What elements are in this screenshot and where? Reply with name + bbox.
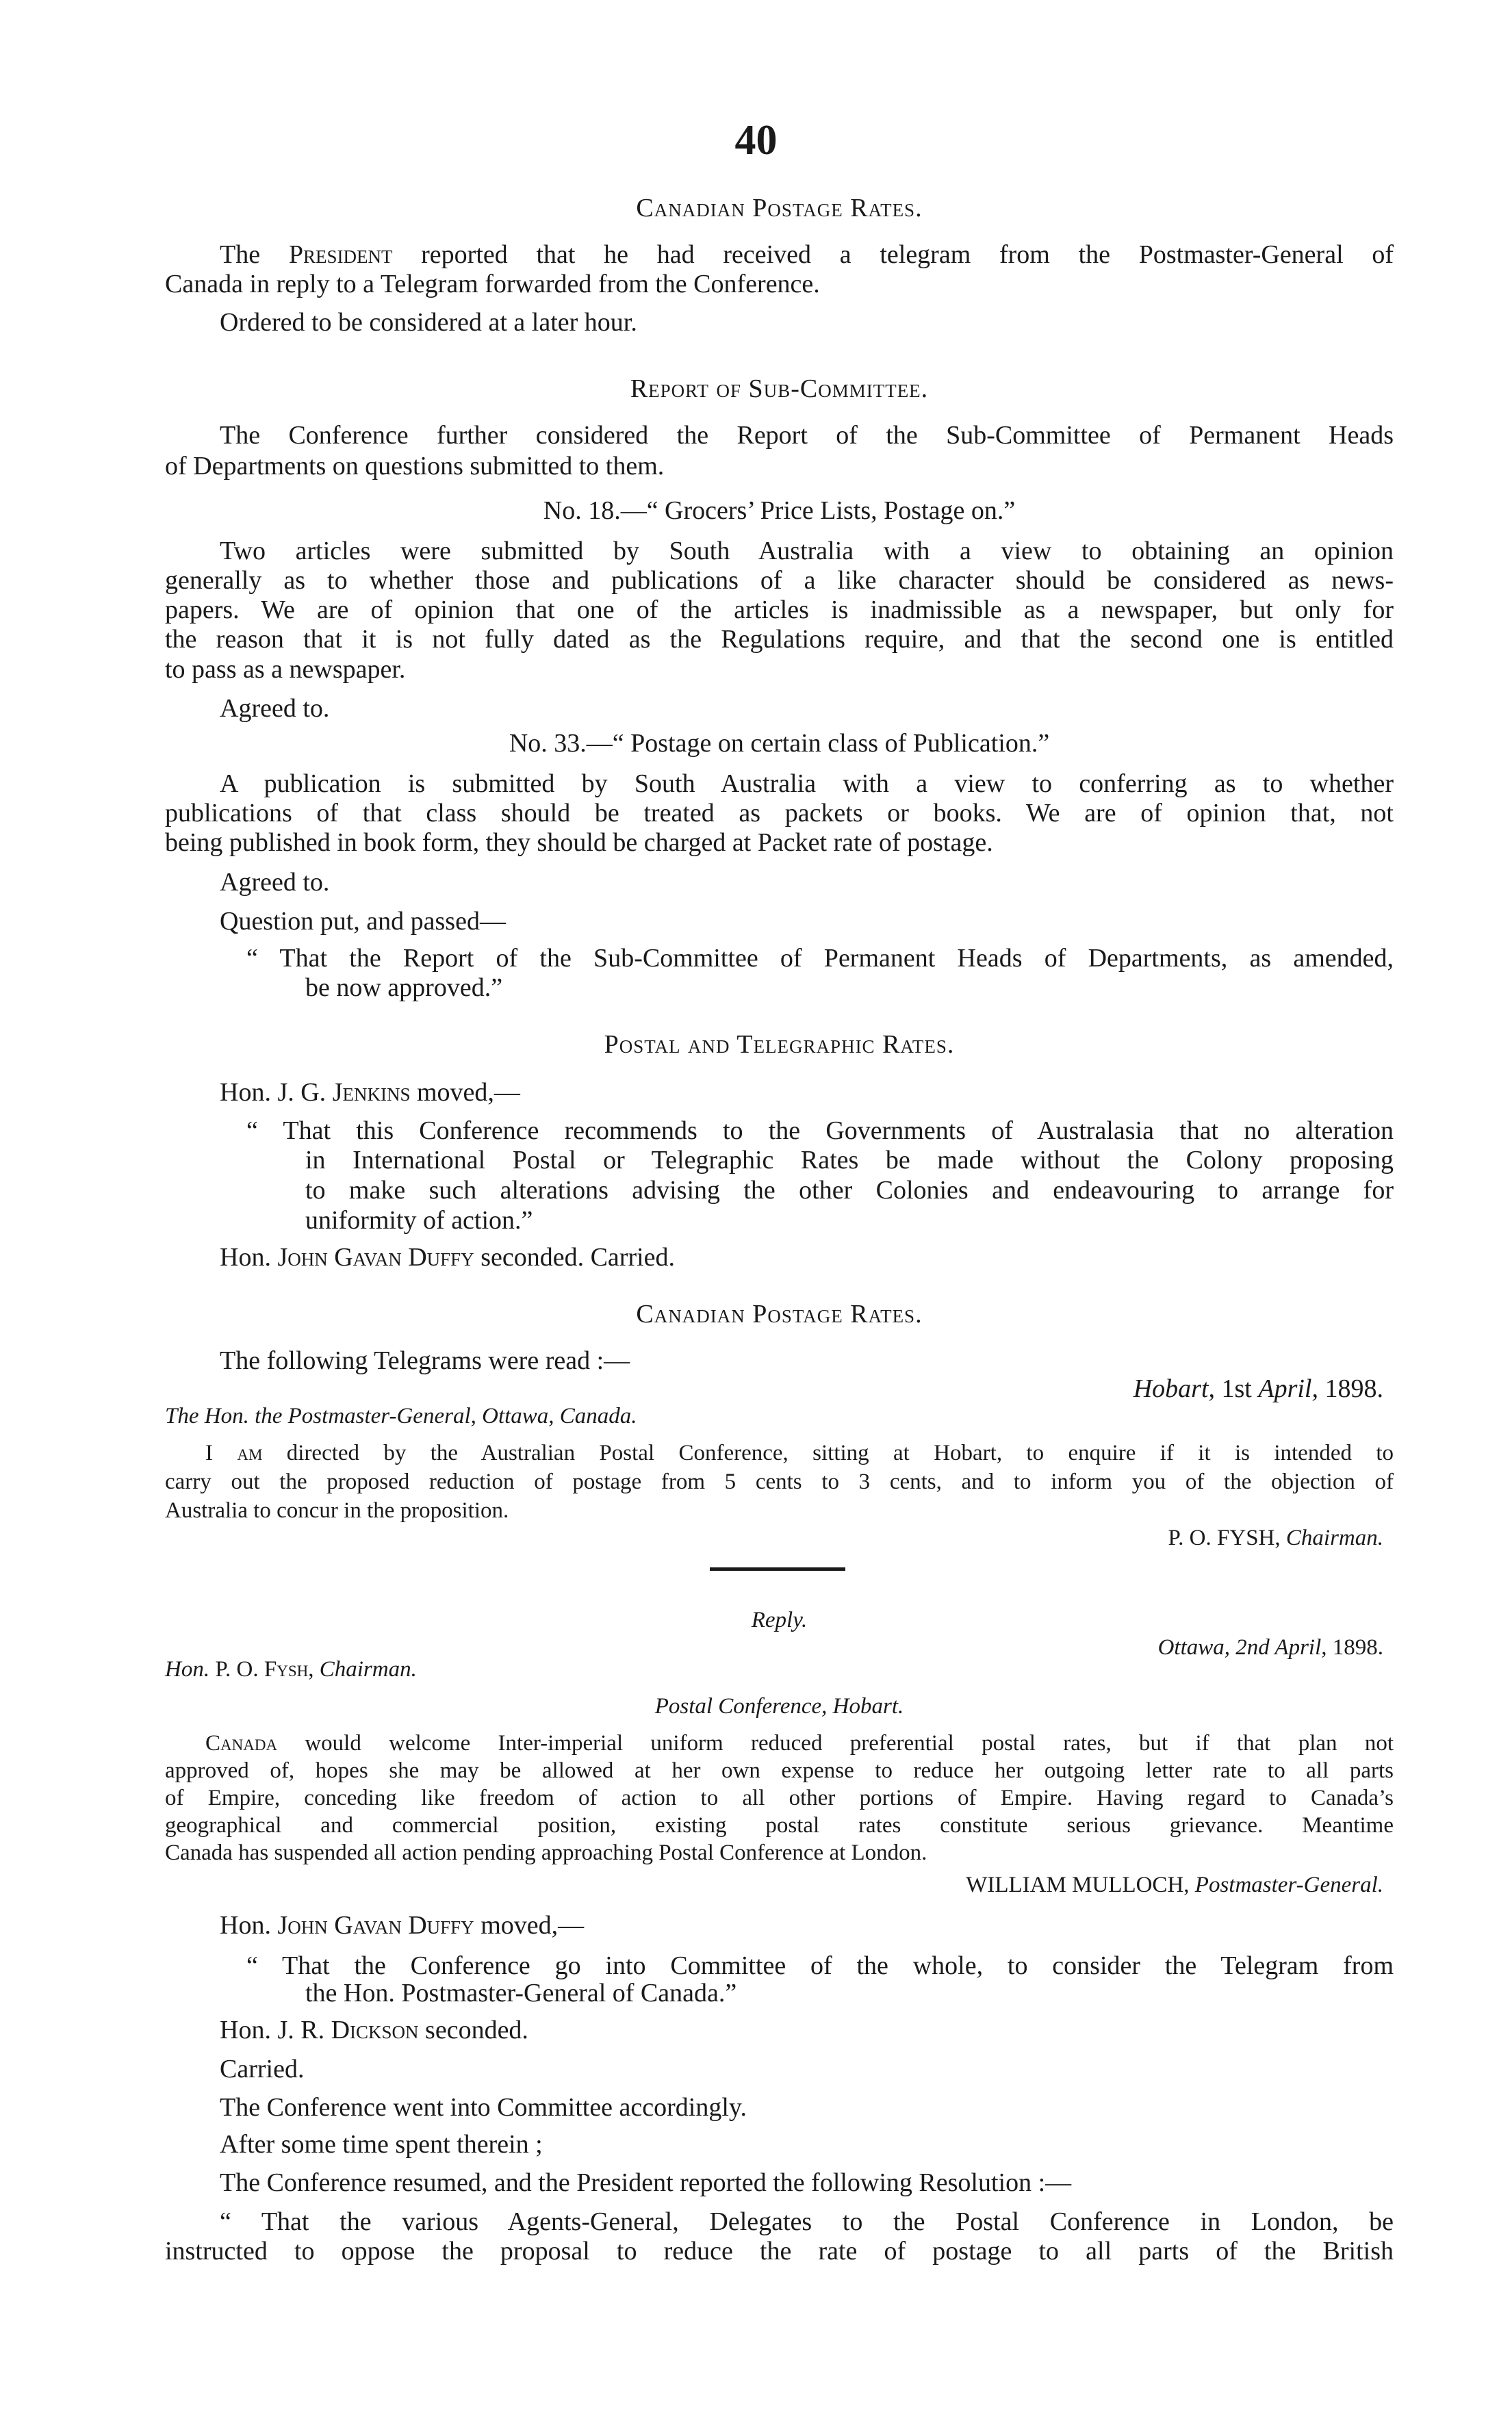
paragraph-line bbox=[220, 1077, 1394, 1107]
paragraph-line: The following Telegrams were read :— bbox=[220, 1346, 630, 1375]
paragraph-line: The Conference further considered the Report of the Sub-Committee of Permanent Heads bbox=[220, 421, 1394, 450]
paragraph-line: the reason that it is not fully dated as the Regulations require, and that the second one is entitled bbox=[165, 625, 1394, 654]
paragraph-line: A publication is submitted by South Australia with a view to conferring as to whether bbox=[220, 769, 1394, 798]
text: John Gavan Duffy bbox=[277, 1911, 474, 1940]
telegram-addressee bbox=[165, 1656, 1394, 1683]
telegram-line: geographical and commercial position, existing postal rates constitute serious grievance. Meantime bbox=[165, 1813, 1394, 1838]
paragraph-line: The Conference went into Committee accordingly. bbox=[220, 2093, 747, 2122]
text: I bbox=[205, 1441, 238, 1465]
section-heading: Canadian Postage Rates. bbox=[636, 194, 923, 222]
text: directed by the Australian Postal Conference, sitting at Hobart, to enquire if it is intended to bbox=[262, 1441, 1394, 1465]
text: Hon. J. R. bbox=[220, 2016, 331, 2044]
quote-line: uniformity of action.” bbox=[305, 1206, 533, 1235]
text: seconded. Carried. bbox=[474, 1243, 676, 1272]
quote-line: the Hon. Postmaster-General of Canada.” bbox=[305, 1979, 737, 2007]
section-heading: Report of Sub-Committee. bbox=[630, 374, 929, 403]
telegram-addressee: The Hon. the Postmaster-General, Ottawa, Canada. bbox=[165, 1404, 637, 1428]
quote-line: “ That the Conference go into Committee of the whole, to consider the Telegram from bbox=[246, 1951, 1394, 1980]
quote-line: in International Postal or Telegraphic Rates be made without the Colony proposing bbox=[305, 1146, 1394, 1175]
text: Fysh, bbox=[264, 1657, 314, 1682]
paragraph-line: of Departments on questions submitted to them. bbox=[165, 452, 665, 480]
telegram-line: Canada has suspended all action pending approaching Postal Conference at London. bbox=[165, 1840, 927, 1865]
paragraph-line bbox=[220, 2015, 1394, 2045]
text: would welcome Inter-imperial uniform reduced preferential postal rates, but if that plan not bbox=[277, 1731, 1394, 1756]
paragraph-line: generally as to whether those and publications of a like character should be considered as news- bbox=[165, 566, 1394, 595]
text: reported that he had received a telegram from the Postmaster-General of bbox=[392, 240, 1394, 269]
reply-heading: Reply. bbox=[751, 1608, 808, 1632]
telegram-line: of Empire, conceding like freedom of action to all other portions of Empire. Having regard to Canada’s bbox=[165, 1786, 1394, 1810]
text: Postmaster-General. bbox=[1194, 1873, 1383, 1897]
paragraph-line: “ That the various Agents-General, Delegates to the Postal Conference in London, be bbox=[220, 2207, 1394, 2236]
text: The bbox=[220, 240, 289, 269]
paragraph-line: Agreed to. bbox=[220, 694, 330, 723]
paragraph-line: Canada in reply to a Telegram forwarded from the Conference. bbox=[165, 270, 820, 298]
telegram-line bbox=[205, 1439, 1394, 1467]
text: Hon. bbox=[220, 1911, 278, 1940]
telegram-line: carry out the proposed reduction of postage from 5 cents to 3 cents, and to inform you of the objection of bbox=[165, 1470, 1394, 1494]
telegram-line: Australia to concur in the proposition. bbox=[165, 1498, 509, 1523]
text: Dickson bbox=[331, 2016, 419, 2044]
text: am bbox=[237, 1441, 263, 1465]
paragraph-line: Carried. bbox=[220, 2055, 305, 2083]
text: moved,— bbox=[474, 1911, 585, 1940]
section-heading: Canadian Postage Rates. bbox=[636, 1300, 923, 1329]
paragraph-line: Agreed to. bbox=[220, 868, 330, 897]
telegram-signature bbox=[165, 1524, 1383, 1552]
text: Jenkins bbox=[332, 1078, 411, 1107]
text: 2nd bbox=[1230, 1635, 1275, 1660]
text: 1st bbox=[1215, 1374, 1259, 1403]
paragraph-line: After some time spent therein ; bbox=[220, 2130, 543, 2159]
paragraph-line bbox=[220, 1910, 1394, 1940]
telegram-line: approved of, hopes she may be allowed at her own expense to reduce her outgoing letter rate to all parts bbox=[165, 1758, 1394, 1783]
text: Hon. bbox=[220, 1243, 278, 1272]
telegram-date bbox=[165, 1374, 1383, 1404]
paragraph-line: publications of that class should be treated as packets or books. We are of opinion that, not bbox=[165, 799, 1394, 827]
item-heading: No. 18.—“ Grocers’ Price Lists, Postage on.” bbox=[543, 496, 1016, 525]
item-heading: No. 33.—“ Postage on certain class of Publication.” bbox=[509, 729, 1050, 758]
text: WILLIAM MULLOCH, bbox=[966, 1873, 1195, 1897]
paragraph-line: instructed to oppose the proposal to reduce the rate of postage to all parts of the British bbox=[165, 2237, 1394, 2266]
paragraph-line: Question put, and passed— bbox=[220, 907, 506, 936]
paragraph-line bbox=[220, 1242, 1394, 1272]
paragraph-line: papers. We are of opinion that one of the articles is inadmissible as a newspaper, but only for bbox=[165, 595, 1394, 624]
page-number: 40 bbox=[734, 117, 778, 164]
text: P. O. FYSH, bbox=[1168, 1526, 1286, 1550]
text: Chairman. bbox=[313, 1657, 417, 1682]
text: seconded. bbox=[418, 2016, 528, 2044]
text: April, bbox=[1258, 1374, 1318, 1403]
text: moved,— bbox=[410, 1078, 520, 1107]
text: John Gavan Duffy bbox=[277, 1243, 474, 1272]
text: Hon. bbox=[165, 1657, 210, 1682]
text: Chairman. bbox=[1285, 1526, 1383, 1550]
text: April, bbox=[1274, 1635, 1327, 1660]
paragraph-line: Two articles were submitted by South Australia with a view to obtaining an opinion bbox=[220, 537, 1394, 565]
paragraph-line: Ordered to be considered at a later hour. bbox=[220, 308, 637, 337]
text: 1898. bbox=[1327, 1635, 1383, 1660]
text: Ottawa, bbox=[1157, 1635, 1230, 1660]
telegram-addressee-line2: Postal Conference, Hobart. bbox=[654, 1694, 904, 1719]
text: Canada bbox=[205, 1731, 278, 1756]
text: President bbox=[288, 240, 393, 269]
text: 1898. bbox=[1318, 1374, 1383, 1403]
telegram-signature bbox=[165, 1871, 1383, 1899]
text: Hobart, bbox=[1133, 1374, 1216, 1403]
quote-line: “ That the Report of the Sub-Committee of Permanent Heads of Departments, as amended, bbox=[246, 944, 1394, 973]
paragraph-line: The Conference resumed, and the President reported the following Resolution :— bbox=[220, 2168, 1072, 2197]
text: P. O. bbox=[209, 1657, 264, 1682]
text: Hon. J. G. bbox=[220, 1078, 333, 1107]
quote-line: to make such alterations advising the other Colonies and endeavouring to arrange for bbox=[305, 1176, 1394, 1205]
section-heading: Postal and Telegraphic Rates. bbox=[604, 1030, 955, 1059]
paragraph-line: to pass as a newspaper. bbox=[165, 655, 406, 684]
quote-line: “ That this Conference recommends to the Governments of Australasia that no alteration bbox=[246, 1116, 1394, 1145]
telegram-line bbox=[205, 1730, 1394, 1757]
quote-line: be now approved.” bbox=[305, 973, 503, 1002]
divider bbox=[710, 1567, 845, 1571]
paragraph-line bbox=[220, 240, 1394, 270]
paragraph-line: being published in book form, they should be charged at Packet rate of postage. bbox=[165, 828, 993, 857]
